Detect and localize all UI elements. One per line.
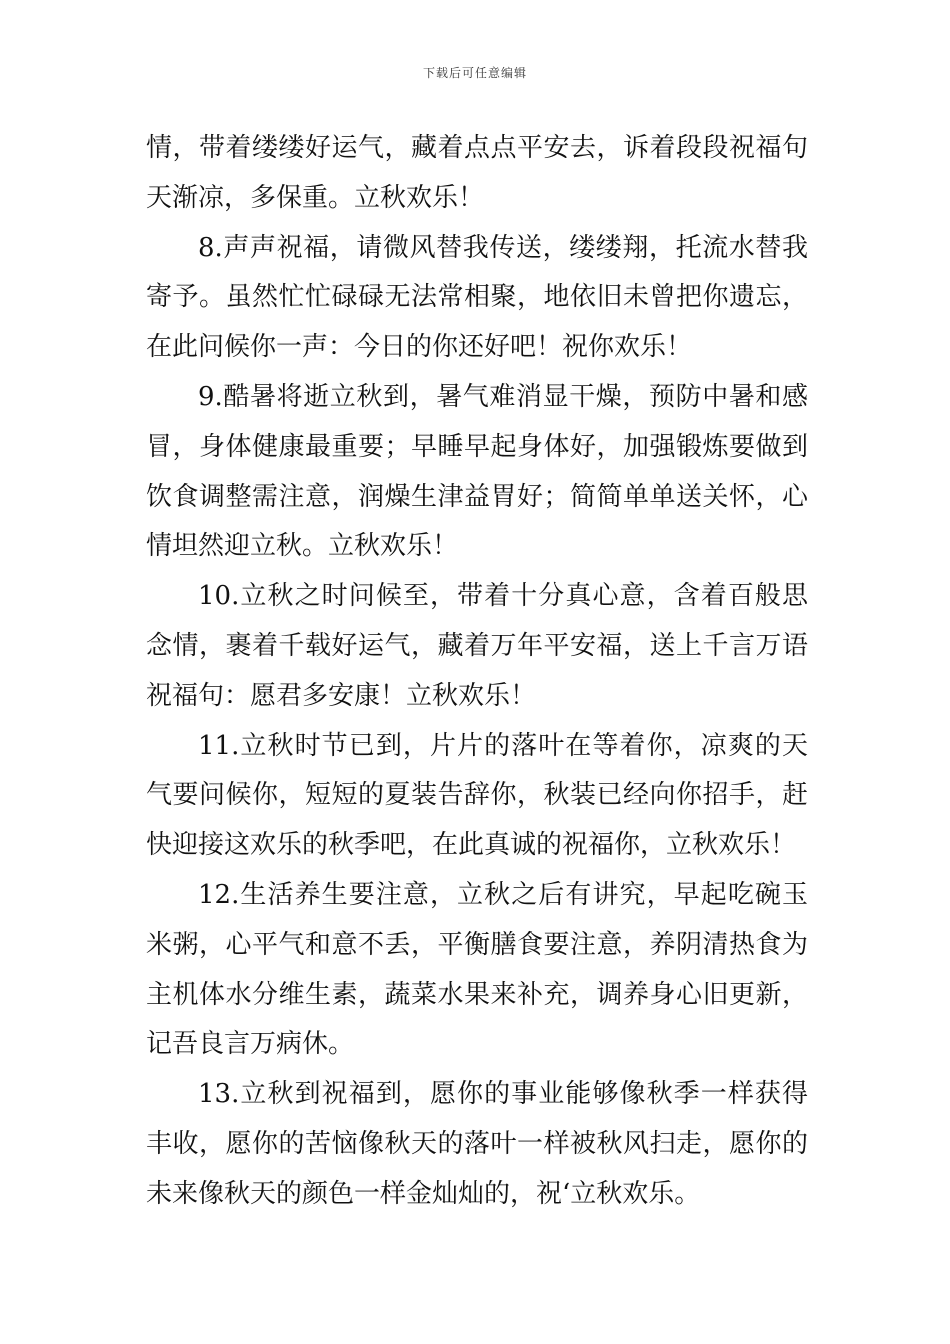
document-body <box>146 124 808 1220</box>
paragraph-continuation: 情，带着缕缕好运气，藏着点点平安去，诉着段段祝福句天渐凉，多保重。立秋欢乐！ <box>146 133 808 213</box>
paragraph-item-12: 12.生活养生要注意，立秋之后有讲究，早起吃碗玉米粥，心平气和意不丢，平衡膳食要注意，养阴清热食为主机体水分维生素，蔬菜水果来补充，调养身心旧更新，记吾良言万病休。 <box>146 879 808 1060</box>
paragraph-item-8: 8.声声祝福，请微风替我传送，缕缕翔，托流水替我寄予。虽然忙忙碌碌无法常相聚，地依旧未曾把你遗忘，在此问候你一声：今日的你还好吧！祝你欢乐！ <box>146 232 808 363</box>
page-header: 下载后可任意编辑 <box>422 66 527 80</box>
paragraph-item-11: 11.立秋时节已到，片片的落叶在等着你，凉爽的天气要问候你，短短的夏装告辞你，秋装已经向你招手，赶快迎接这欢乐的秋季吧，在此真诚的祝福你，立秋欢乐！ <box>146 730 808 861</box>
paragraph-item-13: 13.立秋到祝福到，愿你的事业能够像秋季一样获得丰收，愿你的苦恼像秋天的落叶一样被秋风扫走，愿你的未来像秋天的颜色一样金灿灿的，祝‘立秋欢乐。 <box>146 1079 808 1209</box>
paragraph-item-10: 10.立秋之时问候至，带着十分真心意，含着百般思念情，裹着千载好运气，藏着万年平安福，送上千言万语祝福句：愿君多安康！立秋欢乐！ <box>146 581 808 711</box>
paragraph-item-9: 9.酷暑将逝立秋到，暑气难消显干燥，预防中暑和感冒，身体健康最重要；早睡早起身体好，加强锻炼要做到饮食调整需注意，润燥生津益胃好；简简单单送关怀，心情坦然迎立秋。立秋欢乐！ <box>146 381 808 562</box>
